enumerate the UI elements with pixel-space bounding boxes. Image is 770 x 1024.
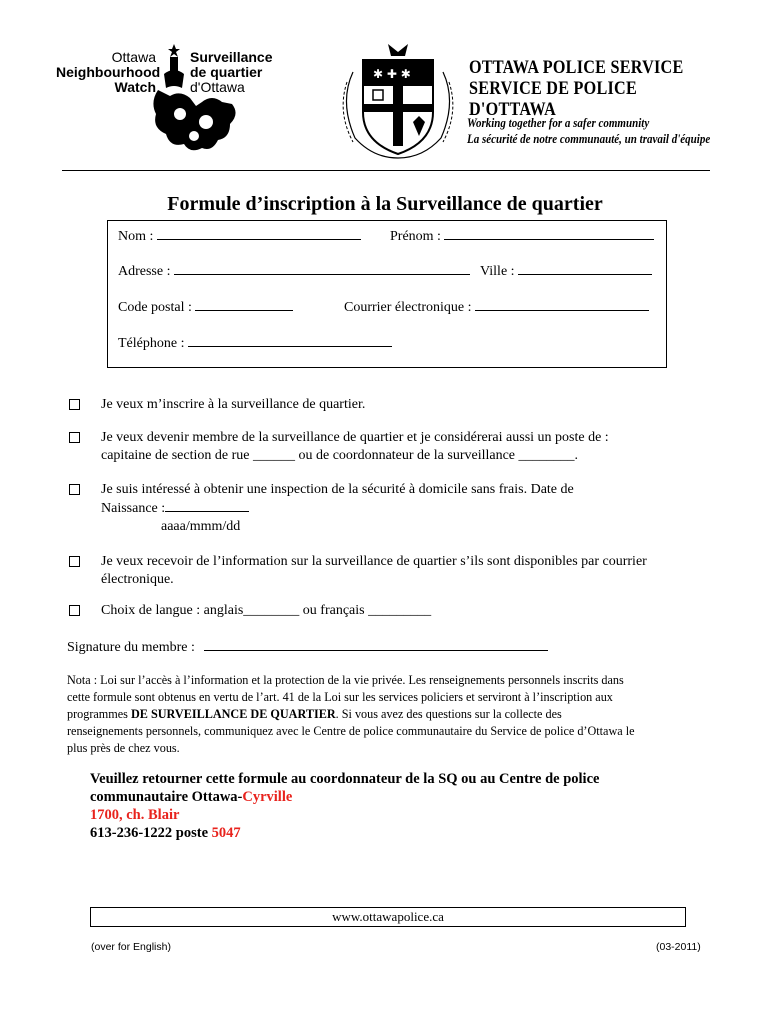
nom-line[interactable] bbox=[157, 227, 361, 240]
nw-fr-line3: d'Ottawa bbox=[190, 79, 245, 95]
return-phone-ext: 5047 bbox=[211, 825, 241, 841]
prenom-field[interactable] bbox=[390, 227, 654, 245]
option-inspection-label bbox=[101, 481, 574, 536]
tagline bbox=[467, 115, 710, 147]
signature-field[interactable] bbox=[67, 638, 548, 656]
tagline-fr: La sécurité de notre communauté, un travail d'équipe bbox=[467, 132, 711, 146]
code-postal-label: Code postal : bbox=[118, 300, 192, 315]
signature-line[interactable] bbox=[204, 638, 548, 651]
nw-en-line2: Neighbourhood bbox=[56, 64, 161, 80]
naissance-label: Naissance : bbox=[101, 501, 166, 516]
svg-text:✱ ✚ ✱: ✱ ✚ ✱ bbox=[373, 67, 411, 81]
return-phone-number: 613-236-1222 poste bbox=[90, 825, 212, 841]
option-inscrire-label: Je veux m’inscrire à la surveillance de quartier. bbox=[101, 397, 366, 412]
service-name-fr: SERVICE DE POLICE D'OTTAWA bbox=[469, 78, 638, 120]
privacy-note bbox=[67, 672, 717, 757]
service-name bbox=[469, 57, 725, 120]
service-name-en: OTTAWA POLICE SERVICE bbox=[469, 57, 684, 78]
option2-line1: Je veux devenir membre de la surveillance de quartier et je considérerai aussi un poste de : bbox=[101, 430, 609, 445]
nw-fr-line2: de quartier bbox=[190, 64, 263, 80]
ville-label: Ville : bbox=[480, 264, 515, 279]
naissance-line[interactable] bbox=[165, 499, 249, 512]
return-phone bbox=[90, 824, 599, 842]
code-postal-line[interactable] bbox=[195, 298, 293, 311]
option-devenir-membre-label bbox=[101, 429, 609, 465]
return-centre: communautaire Ottawa- bbox=[90, 789, 243, 805]
courriel-field[interactable] bbox=[344, 298, 649, 316]
nom-field[interactable] bbox=[118, 227, 361, 245]
form-title: Formule d’inscription à la Surveillance de quartier bbox=[167, 193, 603, 215]
note-line1: Nota : Loi sur l’accès à l’information et la protection de la vie privée. Les renseignements personnels inscrits dans bbox=[67, 673, 624, 687]
adresse-label: Adresse : bbox=[118, 264, 171, 279]
adresse-field[interactable] bbox=[118, 262, 470, 280]
checkbox-langue[interactable] bbox=[69, 605, 80, 616]
note-line4: renseignements personnels, communiquez avec le Centre de police communautaire du Service de police d’Ottawa le bbox=[67, 724, 635, 738]
telephone-label: Téléphone : bbox=[118, 336, 185, 351]
return-centre-name: Cyrville bbox=[242, 789, 293, 805]
checkbox-devenir-membre[interactable] bbox=[69, 432, 80, 443]
return-instructions bbox=[90, 770, 599, 842]
form-date: (03-2011) bbox=[656, 941, 701, 953]
option4-line2: électronique. bbox=[101, 572, 174, 587]
option-information-label bbox=[101, 553, 647, 589]
telephone-field[interactable] bbox=[118, 334, 392, 352]
tagline-en: Working together for a safer community bbox=[467, 116, 650, 130]
prenom-line[interactable] bbox=[444, 227, 654, 240]
nw-logo-english bbox=[56, 49, 161, 95]
option4-line1: Je veux recevoir de l’information sur la surveillance de quartier s’ils sont disponibles par courrier bbox=[101, 554, 647, 569]
courriel-line[interactable] bbox=[475, 298, 649, 311]
prenom-label: Prénom : bbox=[390, 229, 441, 244]
return-line2 bbox=[90, 788, 599, 806]
nom-label: Nom : bbox=[118, 229, 154, 244]
website-link[interactable]: www.ottawapolice.ca bbox=[90, 907, 686, 927]
note-line5: plus près de chez vous. bbox=[67, 741, 180, 755]
option3-line1: Je suis intéressé à obtenir une inspection de la sécurité à domicile sans frais. Date de bbox=[101, 482, 574, 497]
nw-fr-line1: Surveillance bbox=[190, 49, 273, 65]
adresse-line[interactable] bbox=[174, 262, 470, 275]
courriel-label: Courrier électronique : bbox=[344, 300, 472, 315]
ville-line[interactable] bbox=[518, 262, 652, 275]
checkbox-information[interactable] bbox=[69, 556, 80, 567]
note-line3 bbox=[67, 706, 717, 723]
nw-en-line3: Watch bbox=[114, 79, 156, 95]
note-program-name: DE SURVEILLANCE DE QUARTIER bbox=[130, 707, 336, 721]
return-address: 1700, ch. Blair bbox=[90, 807, 180, 823]
ville-field[interactable] bbox=[480, 262, 652, 280]
option2-line2: capitaine de section de rue ______ ou de coordonnateur de la surveillance ________. bbox=[101, 448, 579, 463]
nw-en-line1: Ottawa bbox=[111, 49, 156, 65]
code-postal-field[interactable] bbox=[118, 298, 293, 316]
police-crest-icon bbox=[333, 42, 463, 162]
note-line3-start: programmes bbox=[67, 707, 131, 721]
checkbox-inspection[interactable] bbox=[69, 484, 80, 495]
note-line3-end: . Si vous avez des questions sur la collecte des bbox=[335, 707, 562, 721]
checkbox-inscrire[interactable] bbox=[69, 399, 80, 410]
nw-logo-french bbox=[190, 50, 300, 95]
date-format-hint: aaaa/mmm/dd bbox=[161, 519, 241, 534]
header-divider bbox=[62, 170, 710, 171]
over-for-english: (over for English) bbox=[91, 941, 171, 953]
note-line2: cette formule sont obtenus en vertu de l’art. 41 de la Loi sur les services policiers et serviront à l’inscription aux bbox=[67, 690, 613, 704]
return-line1: Veuillez retourner cette formule au coordonnateur de la SQ ou au Centre de police bbox=[90, 771, 600, 787]
signature-label: Signature du membre : bbox=[67, 640, 195, 655]
option-langue-label: Choix de langue : anglais________ ou français _________ bbox=[101, 603, 432, 618]
telephone-line[interactable] bbox=[188, 334, 392, 347]
